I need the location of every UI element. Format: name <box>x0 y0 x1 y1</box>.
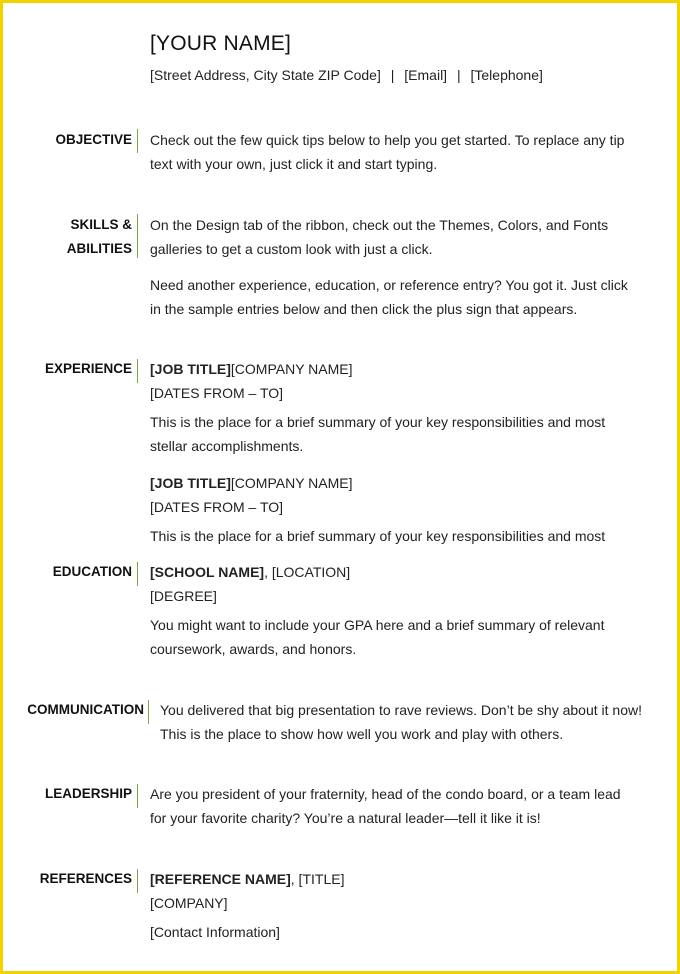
dates: [DATES FROM – TO] <box>150 499 284 515</box>
email[interactable]: [Email] <box>404 67 448 83</box>
section-label-skills: SKILLS & ABILITIES <box>66 217 132 256</box>
contact-line <box>150 67 543 83</box>
section-label-references: REFERENCES <box>39 871 132 886</box>
section-label-communication: COMMUNICATION <box>27 702 144 717</box>
leadership-text[interactable]: Are you president of your fraternity, head of the condo board, or a team lead for your favorite charity? You’re a natural leader—tell it like it is! <box>150 786 621 826</box>
objective-text[interactable]: Check out the few quick tips below to help you get started. To replace any tip text with your own, just click it and start typing. <box>150 132 625 172</box>
school-name[interactable]: [SCHOOL NAME] <box>150 564 265 580</box>
resume-name[interactable]: [YOUR NAME] <box>150 32 292 55</box>
section-label-education: EDUCATION <box>52 564 132 579</box>
section-label-objective: OBJECTIVE <box>55 132 132 147</box>
separator: | <box>456 67 461 83</box>
skills-text[interactable]: On the Design tab of the ribbon, check out the Themes, Colors, and Fonts galleries to get a custom look with just a click. Need another experience, education, or reference entry? You got it. Just click in the sample entries below and then click the plus sign that appears. <box>150 217 628 317</box>
section-divider <box>137 214 138 258</box>
reference-name[interactable]: [REFERENCE NAME] <box>150 871 291 887</box>
experience-entry[interactable]: [JOB TITLE][COMPANY NAME] [DATES FROM – TO] This is the place for a brief summary of your key responsibilities and most <box>150 471 650 548</box>
communication-text[interactable]: You delivered that big presentation to rave reviews. Don’t be shy about it now! This is the place to show how well you work and play with others. <box>160 702 642 742</box>
company-name[interactable]: [COMPANY NAME] <box>230 475 353 491</box>
telephone[interactable]: [Telephone] <box>470 67 543 83</box>
degree: [DEGREE] <box>150 588 217 604</box>
reference-entry[interactable] <box>150 867 650 944</box>
education-entry[interactable]: [SCHOOL NAME], [LOCATION] [DEGREE] You might want to include your GPA here and a brief summary of relevant coursework, awards, and honors. <box>150 560 650 661</box>
section-divider <box>137 784 138 808</box>
section-divider <box>137 359 138 383</box>
section-divider <box>137 562 138 586</box>
reference-title[interactable]: , [TITLE] <box>290 871 345 887</box>
section-label-experience: EXPERIENCE <box>44 361 132 376</box>
company-name[interactable]: [COMPANY NAME] <box>230 361 353 377</box>
section-divider <box>137 129 138 153</box>
school-location[interactable]: , [LOCATION] <box>264 564 351 580</box>
experience-entry[interactable]: [JOB TITLE][COMPANY NAME] [DATES FROM – TO] This is the place for a brief summary of your key responsibilities and most stellar accomplishments. <box>150 357 650 458</box>
section-label-leadership: LEADERSHIP <box>44 786 132 801</box>
reference-contact: [Contact Information] <box>150 924 280 940</box>
job-title[interactable]: [JOB TITLE] <box>150 361 231 377</box>
section-divider <box>137 869 138 893</box>
street-address[interactable]: [Street Address, City State ZIP Code] <box>150 67 381 83</box>
separator: | <box>390 67 395 83</box>
section-divider <box>148 700 149 724</box>
reference-company: [COMPANY] <box>150 895 228 911</box>
dates: [DATES FROM – TO] <box>150 385 284 401</box>
job-title[interactable]: [JOB TITLE] <box>150 475 231 491</box>
